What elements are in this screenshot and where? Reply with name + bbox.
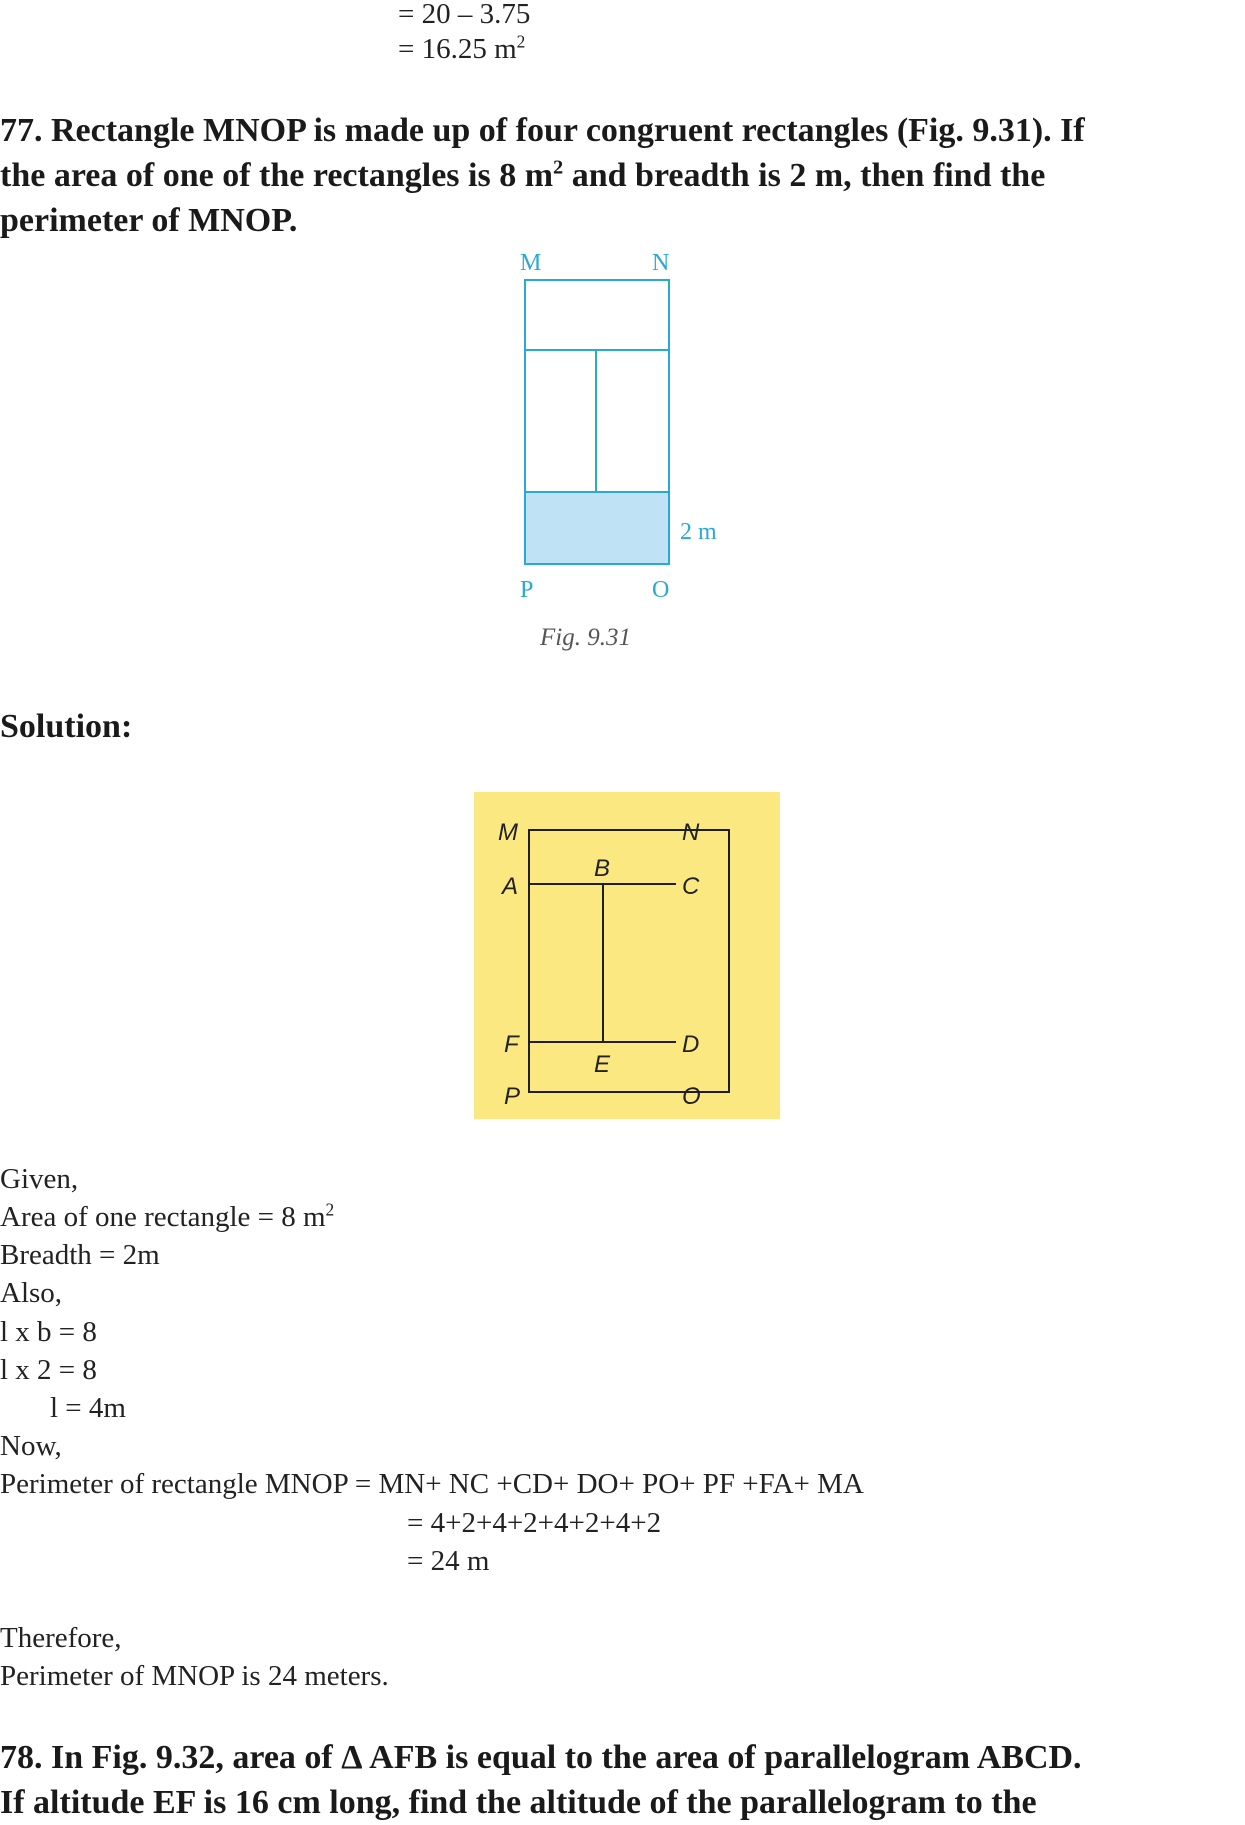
solution-equation-1: l x b = 8 [0,1316,97,1348]
figure-9-31 [500,240,760,660]
figure-background [474,792,780,1119]
solution-now: Now, [0,1430,62,1462]
solution-conclusion: Perimeter of MNOP is 24 meters. [0,1660,389,1692]
solution-equation-2: l x 2 = 8 [0,1354,97,1386]
label-a: A [502,873,519,900]
prev-solution-line-1: = 20 – 3.75 [398,0,531,30]
question-77-line-2: the area of one of the rectangles is 8 $m^2$ and breadth is 2 m, then find the [0,156,1046,194]
solution-equation-3: l = 4m [50,1392,126,1424]
question-77-line-3: perimeter of MNOP. [0,202,298,239]
fig931-label-o: O [652,577,670,603]
label-o: O [682,1083,701,1110]
label-b: B [594,855,611,882]
fig931-label-m: M [520,250,542,276]
label-m: M [498,819,518,846]
label-n: N [682,819,700,846]
solution-result: = 24 m [407,1545,490,1577]
solution-area: Area of one rectangle = 8 $m^2$ [0,1199,335,1233]
question-78-line-1: 78. In Fig. 9.32, area of Δ AFB is equal to the area of parallelogram ABCD. [0,1739,1082,1776]
solution-heading: Solution: [0,708,133,745]
fig931-label-n: N [652,250,670,276]
figure-caption: Fig. 9.31 [540,624,631,651]
shaded-rectangle [525,492,669,564]
solution-breadth: Breadth = 2m [0,1239,160,1271]
label-p: P [504,1083,521,1110]
solution-perimeter: Perimeter of rectangle MNOP = MN+ NC +CD+ DO+ PO+ PF +FA+ MA [0,1468,864,1500]
label-c: C [682,873,700,900]
question-78-line-2: If altitude EF is 16 cm long, find the altitude of the parallelogram to the [0,1784,1037,1821]
label-d: D [682,1031,700,1058]
fig931-label-p: P [520,577,534,603]
label-f: F [504,1031,519,1058]
solution-given: Given, [0,1163,79,1195]
solution-sum: = 4+2+4+2+4+2+4+2 [407,1507,662,1539]
prev-solution-line-2: = 16.25 $m^2$ [398,31,526,65]
label-e: E [594,1051,611,1078]
solution-also: Also, [0,1277,63,1309]
breadth-label: 2 m [680,519,717,545]
solution-therefore: Therefore, [0,1622,122,1654]
solution-figure [474,792,780,1119]
question-77-line-1: 77. Rectangle MNOP is made up of four congruent rectangles (Fig. 9.31). If [0,112,1085,149]
